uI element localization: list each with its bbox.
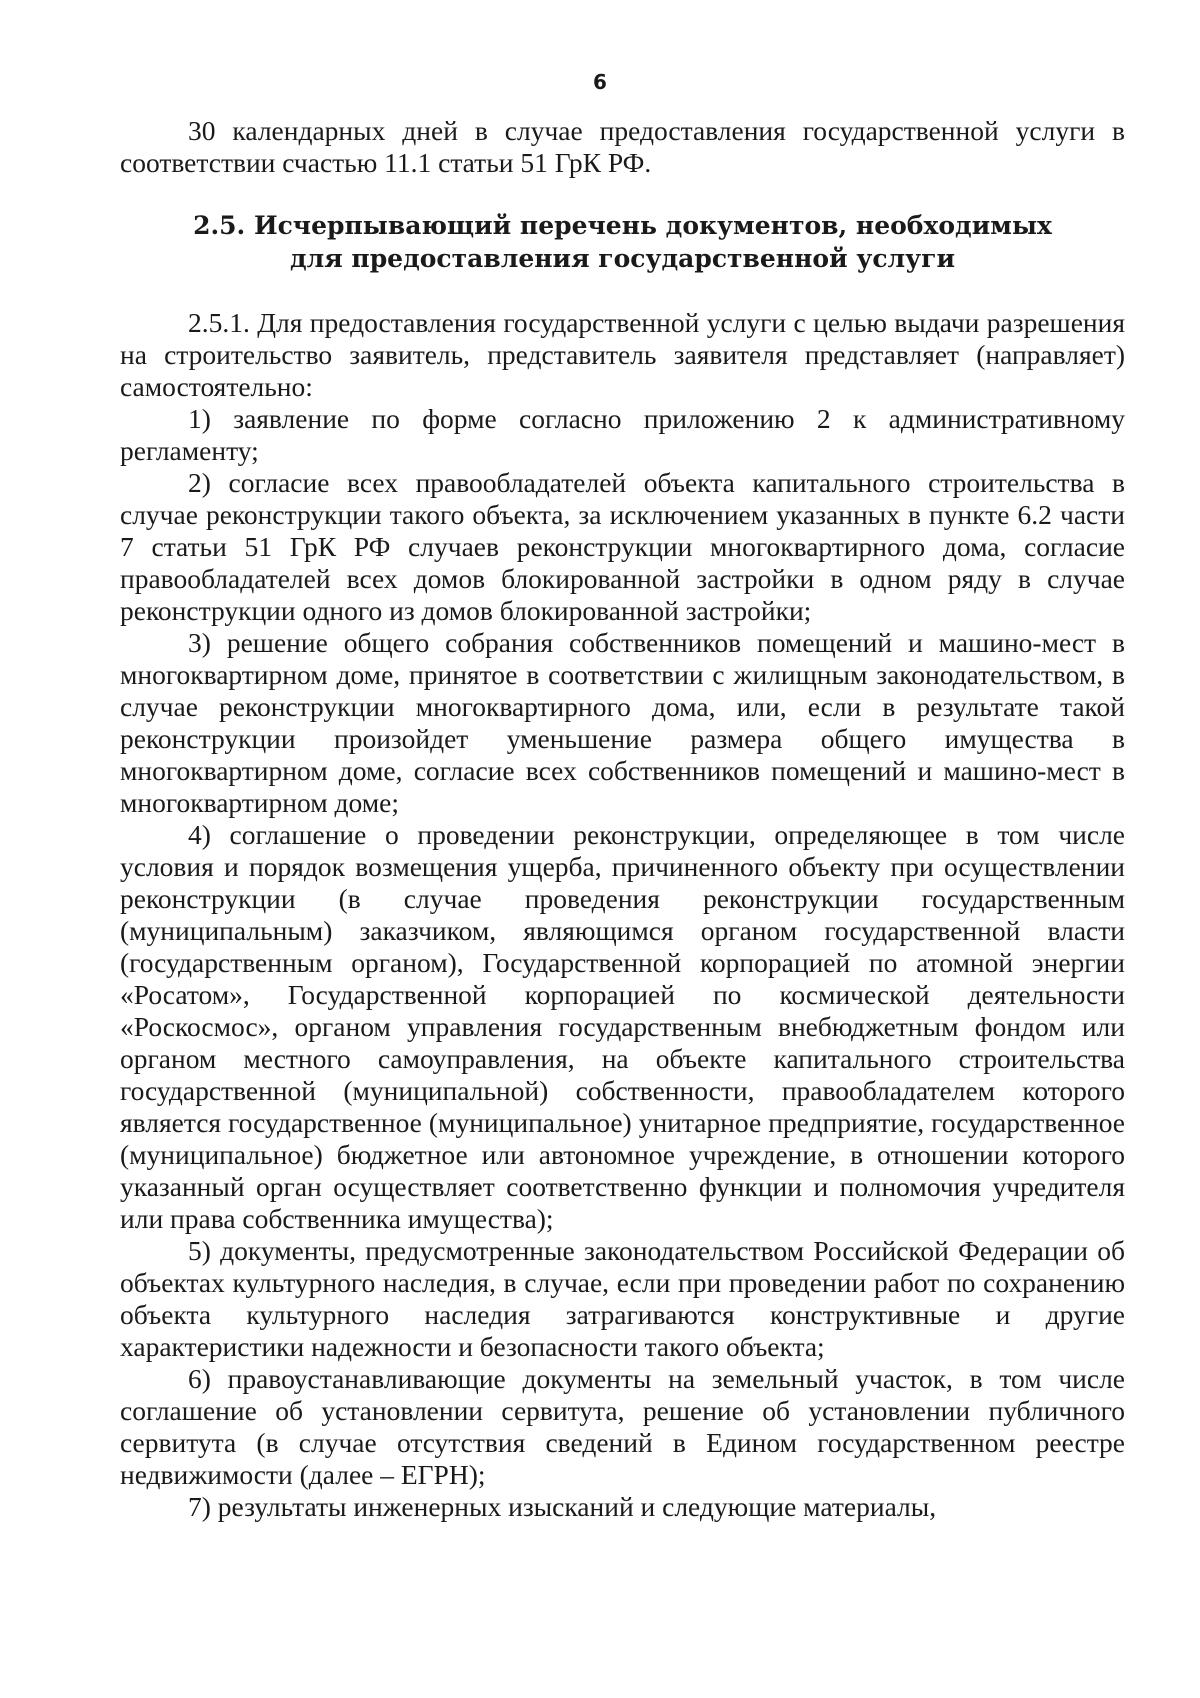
intro-paragraph: 30 календарных дней в случае предоставления государственной услуги в соответствии счастью 11.1 статьи 51 ГрК РФ.	[120, 115, 1125, 178]
list-item-2: 2) согласие всех правообладателей объекта капитального строительства в случае реконструкции такого объекта, за исключением указанных в пункте 6.2 части 7 статьи 51 ГрК РФ случаев реконструкции многоквартирного дома, согласие правообладателей всех домов блокированной застройки в одном ряду в случае реконструкции одного из домов блокированной застройки;	[120, 467, 1125, 626]
paragraph-2-5-1: 2.5.1. Для предоставления государственной услуги с целью выдачи разрешения на строительство заявитель, представитель заявителя представляет (направляет) самостоятельно:	[120, 307, 1125, 402]
list-item-5: 5) документы, предусмотренные законодательством Российской Федерации об объектах культурного наследия, в случае, если при проведении работ по сохранению объекта культурного наследия затрагиваются конструктивные и другие характеристики надежности и безопасности такого объекта;	[120, 1235, 1125, 1362]
section-heading	[120, 209, 1125, 275]
list-item-3: 3) решение общего собрания собственников помещений и машино-мест в многоквартирном доме, принятое в соответствии с жилищным законодательством, в случае реконструкции многоквартирного дома, или, если в результате такой реконструкции произойдет уменьшение размера общего имущества в многоквартирном доме, согласие всех собственников помещений и машино-мест в многоквартирном доме;	[120, 627, 1125, 818]
page-number: 6	[593, 70, 607, 94]
list-item-4: 4) соглашение о проведении реконструкции, определяющее в том числе условия и порядок возмещения ущерба, причиненного объекту при осуществлении реконструкции (в случае проведения реконструкции государственным (муниципальным) заказчиком, являющимся органом государственной власти (государственным органом), Государственной корпорацией по атомной энергии «Росатом», Государственной корпорацией по космической деятельности «Роскосмос», органом управления государственным внебюджетным фондом или органом местного самоуправления, на объекте капитального строительства государственной (муниципальной) собственности, правообладателем которого является государственное (муниципальное) унитарное предприятие, государственное (муниципальное) бюджетное или автономное учреждение, в отношении которого указанный орган осуществляет соответственно функции и полномочия учредителя или права собственника имущества);	[120, 819, 1125, 1234]
list-item-1: 1) заявление по форме согласно приложению 2 к административному регламенту;	[120, 403, 1125, 466]
section-heading-line-2: для предоставления государственной услуги	[289, 244, 956, 273]
document-body	[120, 115, 1125, 1523]
list-item-7: 7) результаты инженерных изысканий и следующие материалы,	[188, 1491, 937, 1522]
list-item-6: 6) правоустанавливающие документы на земельный участок, в том числе соглашение об установлении сервитута, решение об установлении публичного сервитута (в случае отсутствия сведений в Едином государственном реестре недвижимости (далее – ЕГРН);	[120, 1363, 1125, 1490]
section-heading-line-1: 2.5. Исчерпывающий перечень документов, необходимых	[193, 211, 1052, 240]
